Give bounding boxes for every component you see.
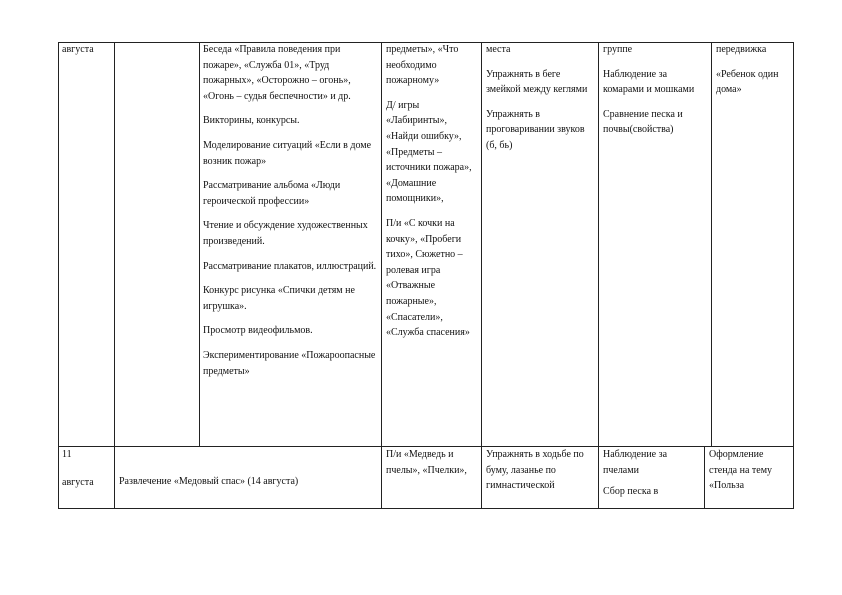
row2-event-cell <box>119 474 377 490</box>
games-items-text: предметы», «Что необходимо пожарному» <box>386 44 459 87</box>
activity-reading-text: Чтение и обсуждение художественных произведений. <box>203 220 368 247</box>
observation-group-text: группе <box>603 44 633 55</box>
row2-parents-cell <box>709 447 791 494</box>
table-right-border <box>793 42 794 509</box>
column-divider-2 <box>199 42 200 446</box>
individual-beam-text: Упражнять в ходьбе по буму, лазанье по гимнастической <box>486 449 584 492</box>
row2-date-cell <box>62 447 112 490</box>
observation-sand-collect-text: Сбор песка в <box>603 486 659 498</box>
row2-games-cell <box>386 447 478 478</box>
individual-sounds-text: Упражнять в проговаривании звуков (б, бь) <box>486 108 585 151</box>
row1-date-cell <box>62 42 112 58</box>
observation-bees-text: Наблюдение за пчелами <box>603 449 668 476</box>
row1-games-cell <box>386 42 478 341</box>
date-month-text: августа <box>62 44 94 55</box>
observation-sand-text: Сравнение песка и почвы(свойства) <box>603 108 683 136</box>
parents-folder-text: передвижка <box>716 44 767 55</box>
table-left-border <box>58 42 59 509</box>
observation-mosquitoes-text: Наблюдение за комарами и мошками <box>603 68 695 96</box>
table-bottom-border <box>58 508 794 509</box>
row1-parents-cell <box>716 42 791 98</box>
column-divider-6b <box>704 446 705 509</box>
activity-video-text: Просмотр видеофильмов. <box>203 325 313 337</box>
column-divider-4 <box>481 42 482 509</box>
activity-experiment-text: Экспериментирование «Пожароопасные предметы» <box>203 349 376 377</box>
individual-running-text: Упражнять в беге змейкой между кеглями <box>486 68 588 96</box>
activity-modeling-text: Моделирование ситуаций «Если в доме возник пожар» <box>203 139 372 167</box>
row2-individual-cell <box>486 447 594 494</box>
activity-drawing-contest-text: Конкурс рисунка «Спички детям не игрушка». <box>203 285 355 312</box>
column-divider-3 <box>381 42 382 509</box>
activity-conversation-text: Беседа «Правила поведения при пожаре», «Служба 01», «Труд пожарных», «Осторожно – огонь», «Огонь – судья беспечности» и др. <box>203 44 351 102</box>
parents-stand-text: Оформление стенда на тему «Польза <box>709 449 773 492</box>
event-honey-spas-text: Развлечение «Медовый спас» (14 августа) <box>119 476 299 487</box>
games-didactic-text: Д/ игры «Лабиринты», «Найди ошибку», «Предметы – источники пожара», «Домашние помощники», <box>386 99 472 205</box>
column-divider-1 <box>114 42 115 509</box>
games-outdoor-text: П/и «С кочки на кочку», «Пробеги тихо», Сюжетно – ролевая игра «Отважные пожарные», «Спасатели», «Служба спасения» <box>386 217 470 339</box>
parents-alone-home-text: «Ребенок один дома» <box>716 68 779 96</box>
row1-activities-cell <box>203 42 378 379</box>
date-month-text: августа <box>62 476 94 488</box>
row1-individual-cell <box>486 42 594 154</box>
individual-place-text: места <box>486 44 511 55</box>
activity-posters-text: Рассматривание плакатов, иллюстраций. <box>203 260 377 272</box>
date-day-text: 11 <box>62 449 72 460</box>
activity-quiz-text: Викторины, конкурсы. <box>203 115 300 127</box>
games-bears-bees-text: П/и «Медведь и пчелы», «Пчелки», <box>386 449 467 476</box>
activity-album-text: Рассматривание альбома «Люди героической профессии» <box>203 180 341 207</box>
row2-observation-cell <box>603 447 701 500</box>
row1-observation-cell <box>603 42 708 138</box>
column-divider-6a <box>711 42 712 446</box>
column-divider-5 <box>598 42 599 509</box>
